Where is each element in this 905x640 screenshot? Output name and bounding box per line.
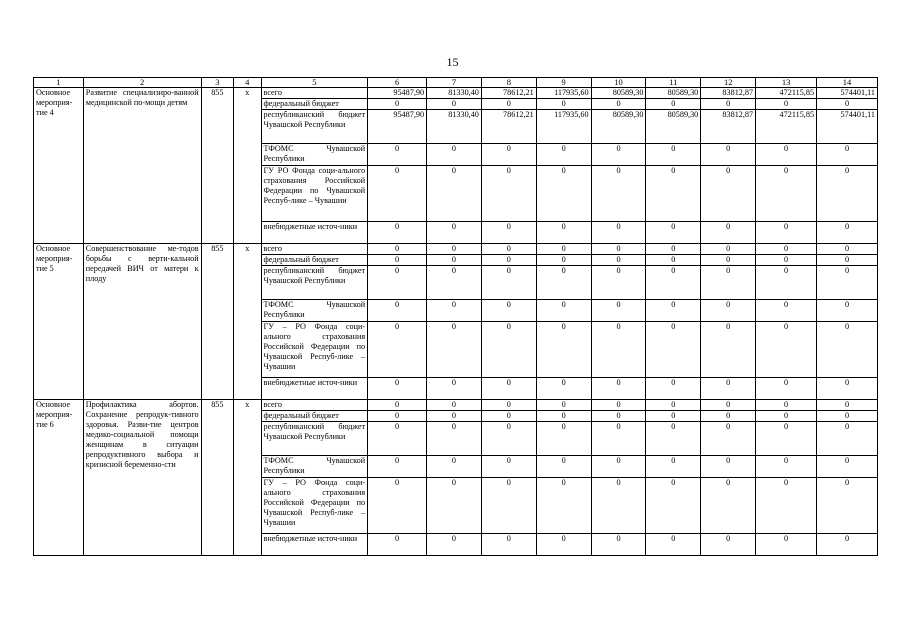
value-cell: 0 — [536, 222, 591, 244]
value-cell: 0 — [646, 222, 701, 244]
value-cell: 0 — [756, 255, 817, 266]
value-cell: 0 — [591, 144, 646, 166]
value-cell: 0 — [481, 534, 536, 556]
value-cell: 0 — [701, 266, 756, 300]
header-cell-2: 2 — [83, 78, 201, 88]
value-cell: 81330,40 — [427, 110, 482, 144]
value-cell: 0 — [536, 478, 591, 534]
value-cell: 78612,21 — [481, 110, 536, 144]
funding-source: внебюджетные источ-ники — [261, 378, 368, 400]
value-cell: 0 — [646, 266, 701, 300]
value-cell: 0 — [756, 244, 817, 255]
value-cell: 0 — [536, 255, 591, 266]
header-cell-10: 10 — [591, 78, 646, 88]
value-cell: 0 — [368, 255, 427, 266]
event-number: Основное мероприя-тие 6 — [34, 400, 84, 556]
header-cell-12: 12 — [701, 78, 756, 88]
value-cell: 0 — [591, 244, 646, 255]
value-cell: 0 — [646, 322, 701, 378]
value-cell: 0 — [427, 266, 482, 300]
value-cell: 0 — [427, 300, 482, 322]
value-cell: 0 — [368, 166, 427, 222]
value-cell: 0 — [701, 478, 756, 534]
value-cell: 0 — [591, 99, 646, 110]
value-cell: 0 — [756, 144, 817, 166]
value-cell: 0 — [701, 222, 756, 244]
value-cell: 0 — [817, 456, 878, 478]
value-cell: 0 — [368, 422, 427, 456]
value-cell: 0 — [756, 99, 817, 110]
value-cell: 0 — [536, 166, 591, 222]
value-cell: 0 — [481, 222, 536, 244]
value-cell: 0 — [481, 266, 536, 300]
value-cell: 0 — [591, 322, 646, 378]
value-cell: 0 — [536, 99, 591, 110]
funding-source: республиканский бюджет Чувашской Республики — [261, 266, 368, 300]
value-cell: 0 — [368, 99, 427, 110]
value-cell: 0 — [481, 255, 536, 266]
funding-source: всего — [261, 88, 368, 99]
value-cell: 0 — [368, 378, 427, 400]
value-cell: 0 — [817, 300, 878, 322]
value-cell: 0 — [817, 478, 878, 534]
value-cell: 95487,90 — [368, 110, 427, 144]
value-cell: 0 — [427, 378, 482, 400]
value-cell: 0 — [817, 244, 878, 255]
value-cell: 0 — [646, 244, 701, 255]
funding-source: федеральный бюджет — [261, 99, 368, 110]
event-number: Основное мероприя-тие 4 — [34, 88, 84, 244]
funding-source: ТФОМС Чувашской Республики — [261, 144, 368, 166]
value-cell: 80589,30 — [646, 110, 701, 144]
value-cell: 0 — [536, 422, 591, 456]
funding-source: всего — [261, 244, 368, 255]
value-cell: 0 — [427, 478, 482, 534]
value-cell: 0 — [368, 300, 427, 322]
value-cell: 0 — [427, 411, 482, 422]
value-cell: 0 — [817, 266, 878, 300]
value-cell: 0 — [368, 266, 427, 300]
value-cell: 80589,30 — [591, 110, 646, 144]
value-cell: 0 — [481, 144, 536, 166]
value-cell: 0 — [817, 166, 878, 222]
event-mark: x — [234, 244, 261, 400]
header-row — [34, 78, 878, 88]
header-cell-8: 8 — [481, 78, 536, 88]
value-cell: 0 — [817, 400, 878, 411]
value-cell: 78612,21 — [481, 88, 536, 99]
value-cell: 0 — [756, 378, 817, 400]
value-cell: 0 — [646, 456, 701, 478]
value-cell: 0 — [701, 456, 756, 478]
value-cell: 0 — [591, 300, 646, 322]
value-cell: 0 — [646, 478, 701, 534]
event-code: 855 — [201, 400, 234, 556]
event-code: 855 — [201, 88, 234, 244]
value-cell: 0 — [427, 322, 482, 378]
value-cell: 0 — [701, 255, 756, 266]
table-row — [34, 88, 878, 99]
value-cell: 0 — [481, 456, 536, 478]
value-cell: 0 — [368, 534, 427, 556]
value-cell: 0 — [756, 300, 817, 322]
value-cell: 0 — [368, 144, 427, 166]
value-cell: 0 — [817, 422, 878, 456]
value-cell: 0 — [591, 222, 646, 244]
value-cell: 574401,11 — [817, 110, 878, 144]
value-cell: 0 — [591, 400, 646, 411]
header-cell-14: 14 — [817, 78, 878, 88]
funding-source: ГУ РО Фонда соци-ального страхования Российской Федерации по Чувашской Респуб-лике – Чувашии — [261, 166, 368, 222]
table-row — [34, 244, 878, 255]
value-cell: 0 — [427, 99, 482, 110]
funding-source: республиканский бюджет Чувашской Республики — [261, 110, 368, 144]
value-cell: 0 — [817, 144, 878, 166]
value-cell: 0 — [481, 166, 536, 222]
value-cell: 0 — [646, 144, 701, 166]
header-cell-6: 6 — [368, 78, 427, 88]
value-cell: 0 — [701, 300, 756, 322]
value-cell: 0 — [701, 166, 756, 222]
value-cell: 0 — [536, 400, 591, 411]
value-cell: 0 — [701, 378, 756, 400]
value-cell: 0 — [646, 378, 701, 400]
value-cell: 0 — [591, 166, 646, 222]
value-cell: 0 — [756, 166, 817, 222]
value-cell: 0 — [756, 400, 817, 411]
event-number: Основное мероприя-тие 5 — [34, 244, 84, 400]
value-cell: 0 — [536, 322, 591, 378]
value-cell: 0 — [536, 144, 591, 166]
value-cell: 0 — [591, 255, 646, 266]
value-cell: 0 — [591, 378, 646, 400]
value-cell: 80589,30 — [591, 88, 646, 99]
value-cell: 0 — [427, 422, 482, 456]
value-cell: 0 — [536, 411, 591, 422]
funding-source: республиканский бюджет Чувашской Республики — [261, 422, 368, 456]
value-cell: 0 — [756, 456, 817, 478]
value-cell: 0 — [701, 400, 756, 411]
funding-source: ТФОМС Чувашской Республики — [261, 300, 368, 322]
value-cell: 0 — [427, 222, 482, 244]
header-cell-11: 11 — [646, 78, 701, 88]
value-cell: 0 — [646, 400, 701, 411]
value-cell: 117935,60 — [536, 110, 591, 144]
value-cell: 0 — [701, 244, 756, 255]
event-mark: x — [234, 400, 261, 556]
funding-source: внебюджетные источ-ники — [261, 222, 368, 244]
value-cell: 0 — [481, 411, 536, 422]
page-number: 15 — [446, 55, 459, 69]
header-cell-1: 1 — [34, 78, 84, 88]
value-cell: 0 — [481, 478, 536, 534]
value-cell: 0 — [756, 266, 817, 300]
value-cell: 0 — [368, 222, 427, 244]
value-cell: 80589,30 — [646, 88, 701, 99]
value-cell: 0 — [427, 244, 482, 255]
funding-source: внебюджетные источ-ники — [261, 534, 368, 556]
value-cell: 0 — [427, 255, 482, 266]
header-cell-7: 7 — [427, 78, 482, 88]
value-cell: 0 — [481, 322, 536, 378]
funding-source: федеральный бюджет — [261, 255, 368, 266]
value-cell: 0 — [701, 534, 756, 556]
value-cell: 0 — [756, 222, 817, 244]
value-cell: 0 — [756, 422, 817, 456]
value-cell: 0 — [481, 244, 536, 255]
value-cell: 0 — [427, 400, 482, 411]
value-cell: 0 — [591, 534, 646, 556]
value-cell: 0 — [817, 534, 878, 556]
budget-table — [33, 77, 878, 556]
value-cell: 0 — [756, 534, 817, 556]
event-mark: x — [234, 88, 261, 244]
value-cell: 0 — [646, 422, 701, 456]
value-cell: 574401,11 — [817, 88, 878, 99]
value-cell: 0 — [591, 478, 646, 534]
value-cell: 0 — [368, 411, 427, 422]
value-cell: 0 — [368, 322, 427, 378]
value-cell: 0 — [646, 99, 701, 110]
value-cell: 0 — [817, 378, 878, 400]
value-cell: 0 — [481, 378, 536, 400]
value-cell: 0 — [481, 99, 536, 110]
value-cell: 0 — [817, 99, 878, 110]
value-cell: 0 — [427, 456, 482, 478]
funding-source: ТФОМС Чувашской Республики — [261, 456, 368, 478]
value-cell: 0 — [427, 534, 482, 556]
value-cell: 0 — [368, 400, 427, 411]
value-cell: 83812,87 — [701, 88, 756, 99]
value-cell: 0 — [701, 99, 756, 110]
value-cell: 0 — [591, 411, 646, 422]
value-cell: 0 — [427, 144, 482, 166]
value-cell: 0 — [646, 166, 701, 222]
value-cell: 0 — [591, 422, 646, 456]
value-cell: 95487,90 — [368, 88, 427, 99]
event-code: 855 — [201, 244, 234, 400]
value-cell: 0 — [646, 300, 701, 322]
value-cell: 0 — [756, 411, 817, 422]
value-cell: 0 — [427, 166, 482, 222]
value-cell: 0 — [368, 244, 427, 255]
value-cell: 0 — [481, 422, 536, 456]
value-cell: 0 — [817, 322, 878, 378]
value-cell: 0 — [701, 322, 756, 378]
funding-source: всего — [261, 400, 368, 411]
event-name: Развитие специализиро-ванной медицинской по-мощи детям — [83, 88, 201, 244]
header-cell-13: 13 — [756, 78, 817, 88]
funding-source: ГУ – РО Фонда соци-ального страхования Российской Федерации по Чувашской Респуб-лике – Чувашии — [261, 478, 368, 534]
value-cell: 0 — [536, 244, 591, 255]
value-cell: 117935,60 — [536, 88, 591, 99]
value-cell: 0 — [536, 456, 591, 478]
event-name: Профилактика абортов. Сохранение репродук-тивного здоровья. Разви-тие центров медико-социальной помощи женщинам в ситуации репродуктивного выбора и кризисной беременно-сти — [83, 400, 201, 556]
value-cell: 0 — [368, 456, 427, 478]
value-cell: 0 — [481, 400, 536, 411]
value-cell: 0 — [591, 456, 646, 478]
value-cell: 0 — [701, 144, 756, 166]
event-name: Совершенствование ме-тодов борьбы с верти-кальной передачей ВИЧ от матери к плоду — [83, 244, 201, 400]
value-cell: 0 — [646, 411, 701, 422]
header-cell-9: 9 — [536, 78, 591, 88]
value-cell: 472115,85 — [756, 88, 817, 99]
value-cell: 0 — [756, 478, 817, 534]
value-cell: 0 — [536, 300, 591, 322]
funding-source: федеральный бюджет — [261, 411, 368, 422]
value-cell: 0 — [536, 266, 591, 300]
value-cell: 81330,40 — [427, 88, 482, 99]
value-cell: 0 — [817, 222, 878, 244]
value-cell: 0 — [701, 411, 756, 422]
value-cell: 83812,87 — [701, 110, 756, 144]
value-cell: 0 — [756, 322, 817, 378]
funding-source: ГУ – РО Фонда соци-ального страхования Российской Федерации по Чувашской Респуб-лике – Чувашии — [261, 322, 368, 378]
value-cell: 0 — [536, 378, 591, 400]
header-cell-4: 4 — [234, 78, 261, 88]
value-cell: 0 — [817, 255, 878, 266]
value-cell: 0 — [536, 534, 591, 556]
value-cell: 0 — [591, 266, 646, 300]
value-cell: 0 — [701, 422, 756, 456]
value-cell: 0 — [481, 300, 536, 322]
value-cell: 0 — [646, 534, 701, 556]
value-cell: 0 — [817, 411, 878, 422]
value-cell: 0 — [646, 255, 701, 266]
header-cell-5: 5 — [261, 78, 368, 88]
value-cell: 472115,85 — [756, 110, 817, 144]
header-cell-3: 3 — [201, 78, 234, 88]
table-row — [34, 400, 878, 411]
value-cell: 0 — [368, 478, 427, 534]
